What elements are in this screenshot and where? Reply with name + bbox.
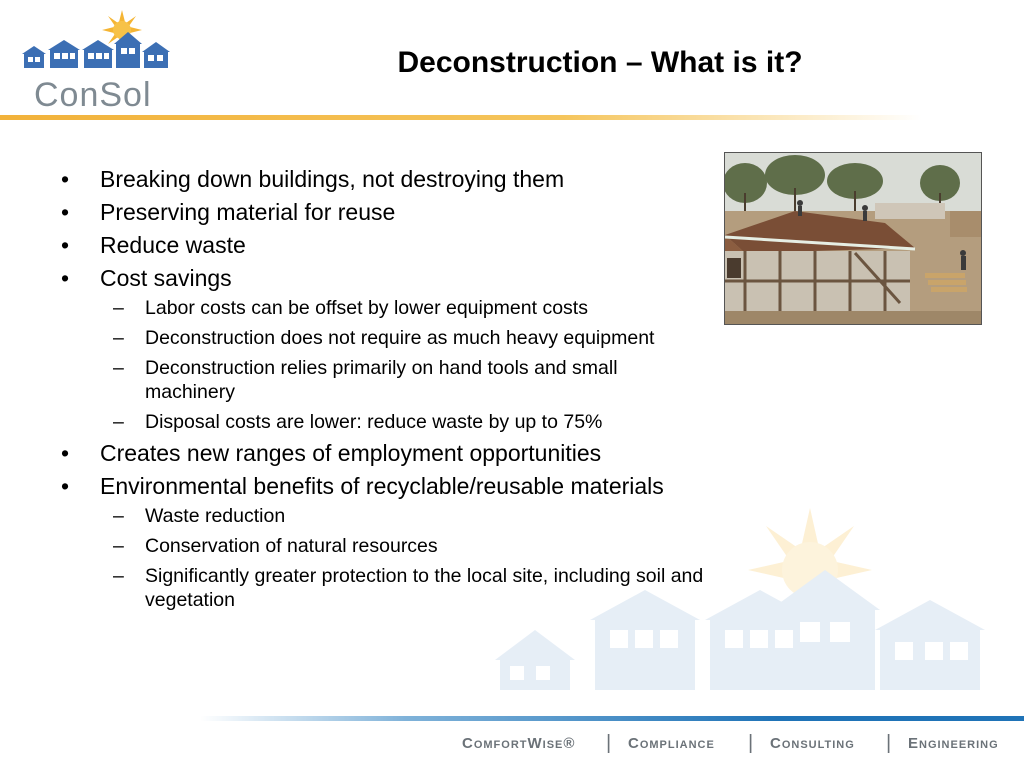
sub-list-item	[58, 504, 758, 528]
bullet-marker: •	[60, 166, 70, 192]
dash-marker: –	[113, 327, 124, 349]
list-item	[58, 440, 758, 467]
bullet-marker: •	[60, 232, 70, 258]
slide-title: Deconstruction – What is it?	[397, 46, 803, 79]
list-item	[58, 166, 758, 193]
sub-list-item	[58, 410, 758, 434]
bullet-marker: •	[60, 473, 70, 499]
sub-bullet-text: Significantly greater protection to the local site, including soil and vegetation	[145, 565, 704, 611]
dash-marker: –	[113, 505, 124, 527]
sub-list-item	[58, 356, 705, 404]
sub-list-item	[58, 326, 758, 350]
sub-list-item	[58, 534, 758, 558]
list-item	[58, 232, 758, 259]
title-divider	[0, 115, 1024, 120]
sub-bullet-text: Disposal costs are lower: reduce waste by up to 75%	[145, 411, 603, 433]
sub-bullet-text: Deconstruction does not require as much heavy equipment	[145, 327, 655, 349]
footer-item-comfortwise: ComfortWise®	[462, 735, 576, 752]
bullet-text: Environmental benefits of recyclable/reusable materials	[100, 473, 664, 499]
bullet-marker: •	[60, 440, 70, 466]
footer-item-consulting: Consulting	[770, 735, 855, 752]
footer-nav	[440, 732, 1024, 759]
dash-marker: –	[113, 565, 124, 587]
list-item	[58, 199, 758, 226]
bullet-list	[58, 166, 758, 618]
bullet-marker: •	[60, 265, 70, 291]
consol-logo	[14, 8, 184, 114]
footer-separator: |	[748, 732, 755, 754]
footer-divider	[200, 716, 1024, 721]
bullet-text: Preserving material for reuse	[100, 199, 396, 225]
footer-item-engineering: Engineering	[908, 735, 999, 752]
footer-item-compliance: Compliance	[628, 735, 715, 752]
sub-list	[58, 296, 758, 434]
deconstruction-photo	[724, 152, 982, 325]
dash-marker: –	[113, 297, 124, 319]
dash-marker: –	[113, 357, 124, 379]
dash-marker: –	[113, 535, 124, 557]
bullet-marker: •	[60, 199, 70, 225]
list-item	[58, 265, 758, 292]
sub-bullet-text: Conservation of natural resources	[145, 535, 438, 557]
sub-list	[58, 504, 758, 612]
dash-marker: –	[113, 411, 124, 433]
sub-list-item	[58, 296, 758, 320]
list-item	[58, 473, 758, 500]
footer-separator: |	[606, 732, 613, 754]
footer-separator: |	[886, 732, 893, 754]
logo-wordmark: ConSol	[34, 76, 152, 114]
sub-bullet-text: Labor costs can be offset by lower equipment costs	[145, 297, 588, 319]
logo-houses-icon	[14, 8, 184, 78]
bullet-text: Creates new ranges of employment opportunities	[100, 440, 602, 466]
bullet-text: Breaking down buildings, not destroying them	[100, 166, 565, 192]
sub-bullet-text: Deconstruction relies primarily on hand tools and small machinery	[145, 357, 618, 403]
sub-list-item	[58, 564, 725, 612]
sub-bullet-text: Waste reduction	[145, 505, 286, 527]
bullet-text: Reduce waste	[100, 232, 246, 258]
bullet-text: Cost savings	[100, 265, 232, 291]
